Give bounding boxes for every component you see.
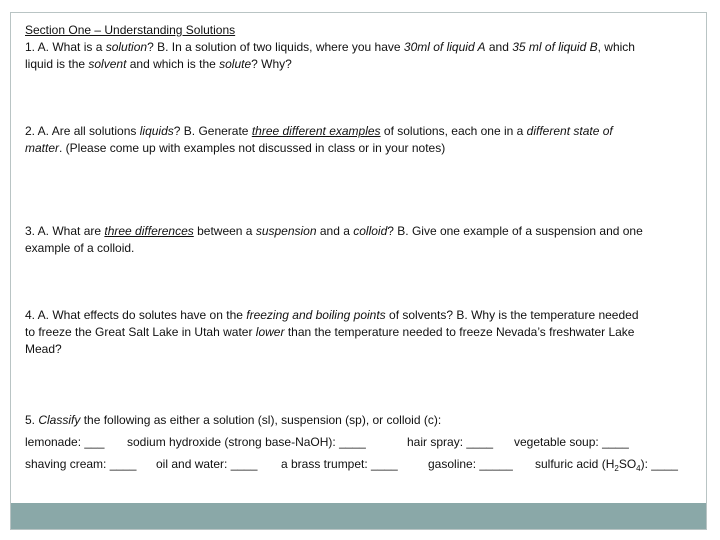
question-5-prompt: [25, 412, 441, 429]
q1-term-solution: solution: [105, 40, 148, 54]
q5-acid-text: SO: [618, 457, 637, 471]
q5-item-oil-and-water: oil and water: ____: [156, 457, 258, 471]
q2-text: ? B. Generate: [173, 124, 252, 138]
q1-text: ? Why?: [251, 57, 292, 71]
q4-text: 4. A. What effects do solutes have on the: [25, 308, 247, 322]
q5-term-classify: Classify: [38, 413, 81, 427]
question-1-line-1: [25, 39, 635, 56]
q2-term-liquids: liquids: [139, 124, 174, 138]
q5-acid-text: ): ____: [640, 457, 678, 471]
q4-term-freezing-boiling: freezing and boiling points: [246, 308, 386, 322]
question-4-line-2: [25, 324, 634, 341]
q1-term-liquid-a: 30ml of liquid A: [403, 40, 486, 54]
q5-acid-subscript: 2: [614, 464, 619, 473]
document-frame: [10, 12, 707, 530]
question-4-line-1: [25, 307, 639, 324]
q1-term-solvent: solvent: [88, 57, 127, 71]
q5-item-shaving-cream: shaving cream: ____: [25, 457, 137, 471]
question-1-line-2: [25, 56, 292, 73]
q5-acid-text: sulfuric acid (H: [535, 457, 615, 471]
q1-text: and: [485, 40, 513, 54]
q1-term-solute: solute: [219, 57, 252, 71]
q5-text: 5.: [25, 413, 39, 427]
q5-item-vegetable-soup: vegetable soup: ____: [514, 435, 629, 449]
q4-text: of solvents? B. Why is the temperature needed: [385, 308, 639, 322]
q5-item-lemonade: lemonade: ___: [25, 435, 105, 449]
q4-text: to freeze the Great Salt Lake in Utah water: [25, 325, 256, 339]
q2-text: of solutions, each one in a: [380, 124, 527, 138]
footer-bar: [11, 503, 706, 529]
q1-text: liquid is the: [25, 57, 89, 71]
q4-term-lower: lower: [255, 325, 285, 339]
q3-term-colloid: colloid: [353, 224, 388, 238]
q5-item-sulfuric-acid: [535, 456, 678, 473]
q5-item-sodium-hydroxide: sodium hydroxide (strong base-NaOH): ____: [127, 435, 366, 449]
question-3-line-1: [25, 223, 643, 240]
q3-text: ? B. Give one example of a suspension and one: [387, 224, 643, 238]
q1-text: 1. A. What is a: [25, 40, 106, 54]
question-4-line-3: Mead?: [25, 342, 62, 356]
section-title: Section One – Understanding Solutions: [25, 23, 236, 37]
q2-text: . (Please come up with examples not discussed in class or in your notes): [59, 141, 446, 155]
q2-term-three-examples: three different examples: [251, 124, 381, 138]
q2-term-state: different state of: [526, 124, 613, 138]
question-2-line-2: [25, 140, 445, 157]
question-2-line-1: [25, 123, 613, 140]
q5-text: the following as either a solution (sl), suspension (sp), or colloid (c):: [80, 413, 442, 427]
q1-text: ? B. In a solution of two liquids, where you have: [147, 40, 404, 54]
q3-text: 3. A. What are: [25, 224, 105, 238]
q1-term-liquid-b: 35 ml of liquid B: [512, 40, 598, 54]
q3-term-suspension: suspension: [255, 224, 317, 238]
q4-text: than the temperature needed to freeze Nevada’s freshwater Lake: [284, 325, 635, 339]
q1-text: and which is the: [126, 57, 220, 71]
q3-term-three-differences: three differences: [104, 224, 194, 238]
q1-text: , which: [597, 40, 635, 54]
q5-item-hair-spray: hair spray: ____: [407, 435, 494, 449]
q3-text: between a: [193, 224, 256, 238]
q2-text: 2. A. Are all solutions: [25, 124, 140, 138]
q5-item-brass-trumpet: a brass trumpet: ____: [281, 457, 398, 471]
q2-term-matter: matter: [25, 141, 60, 155]
q5-acid-subscript: 4: [636, 464, 641, 473]
q3-text: and a: [316, 224, 354, 238]
q5-item-gasoline: gasoline: _____: [428, 457, 513, 471]
question-3-line-2: example of a colloid.: [25, 241, 135, 255]
